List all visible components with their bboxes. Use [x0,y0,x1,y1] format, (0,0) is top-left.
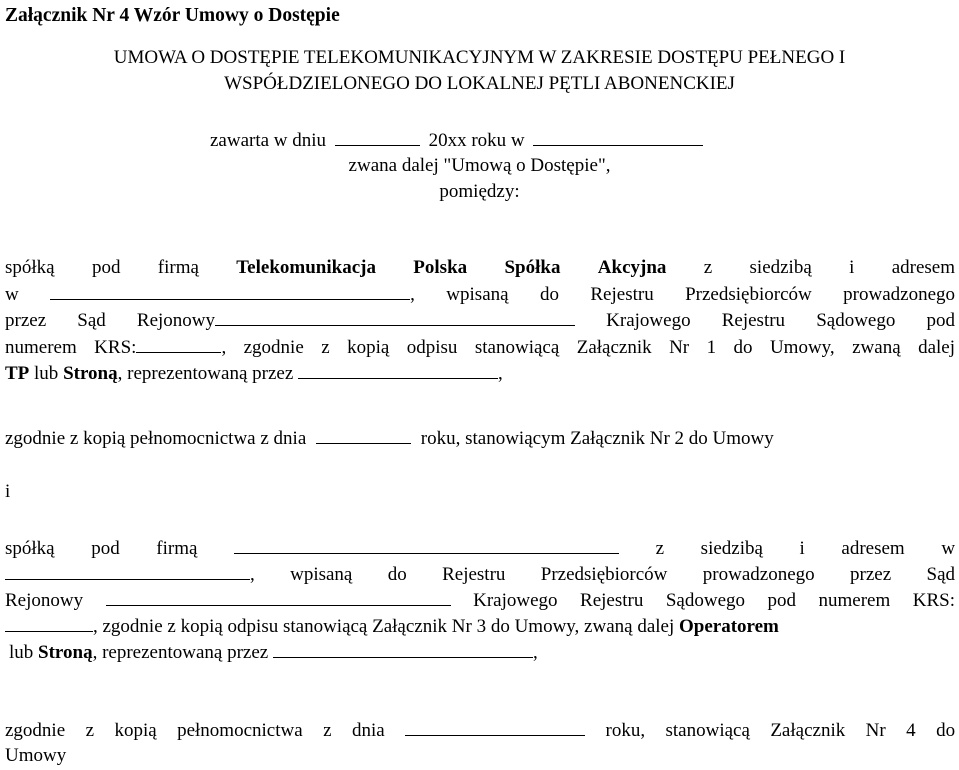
word: z [85,720,95,741]
poa1-lead: zgodnie z kopią pełnomocnictwa z dnia [5,428,307,449]
intro-pomiedzy: pomiędzy: [439,181,520,202]
party2-line-4 [5,614,779,639]
word: do [539,284,559,305]
address-group [5,564,352,585]
word: roku, [605,720,646,741]
word: z [321,337,330,358]
word: Rejonowy [136,310,216,331]
contract-title-line-2: WSPÓŁDZIELONEGO DO LOKALNEJ PĘTLI ABONENCKIEJ [224,73,735,94]
word: pod [767,590,797,611]
word: siedzibą [700,538,763,559]
word: Rejestru [580,590,644,611]
poa1-date-blank[interactable] [316,426,411,444]
word: numerem [818,590,891,611]
word: kopią [347,337,390,358]
company-name-word: Spółka [504,257,561,278]
word: Rejestru [721,310,786,331]
representative-blank[interactable] [273,640,533,658]
address-blank[interactable] [5,562,250,580]
word: z [323,720,332,741]
intro-line-1 [210,128,703,153]
word: Rejestru [442,564,506,585]
word: pod [91,257,121,278]
word: Załącznik [576,337,652,358]
party1-line-1 [5,256,955,280]
court-blank[interactable] [106,588,451,606]
word: odpisu [406,337,458,358]
party2-line-5 [9,640,538,665]
word: do [387,564,407,585]
poa2-line-2: Umowy [5,745,67,766]
word: lub [9,642,34,663]
date-blank[interactable] [335,128,420,146]
strona-term: Stroną [63,363,118,384]
tp-abbrev: TP [5,363,30,384]
word: Załącznik [770,720,846,741]
word: dalej [918,337,956,358]
word: , zgodnie [221,337,304,358]
comma: , [532,642,538,663]
intro-zwana: zwana dalej "Umową o Dostępie", [348,155,611,176]
word: stanowiącą [665,720,750,741]
word: dnia [351,720,385,741]
word: pod [91,538,120,559]
company-name-blank[interactable] [234,536,619,554]
poa1-line [5,426,774,451]
word: adresem [891,257,956,278]
word: firmą [157,257,199,278]
word: firmą [156,538,198,559]
word: Sąd [77,310,106,331]
word: z [655,538,665,559]
party2-line-2 [5,562,955,587]
court-blank[interactable] [215,308,575,326]
word: Umowy, [769,337,835,358]
company-name-word: Akcyjna [597,257,667,278]
party2-line-3 [5,588,955,613]
word: siedzibą [749,257,812,278]
operator-term: Operatorem [679,616,779,637]
poa2-date-blank[interactable] [405,718,585,736]
word: pod [926,310,955,331]
word: spółką [5,538,55,559]
represented-text: , reprezentowaną przez [92,642,269,663]
word: lub [34,363,59,384]
word: Przedsiębiorców [540,564,668,585]
word: spółką [5,257,55,278]
word: Przedsiębiorców [685,284,812,305]
connector-i: i [5,481,11,502]
word: stanowiącą [474,337,560,358]
party2-line-1 [5,536,955,561]
word: Nr [669,337,690,358]
place-blank[interactable] [533,128,703,146]
krs-group [5,337,304,358]
intro-zawarta-text: zawarta w dniu [210,130,327,151]
word: w [5,284,19,305]
word: Rejestru [590,284,654,305]
word: , wpisaną [410,284,509,305]
word: zwaną [852,337,901,358]
word: 1 [706,337,717,358]
company-name-word: Telekomunikacja [236,257,376,278]
word: Krajowego [473,590,558,611]
word: Krajowego [606,310,691,331]
word: adresem [841,538,905,559]
word: zgodnie [5,720,66,741]
address-group [50,284,508,305]
party1-line-2 [5,282,955,307]
word: i [849,257,855,278]
word: 4 [906,720,916,741]
company-name-word: Polska [413,257,468,278]
party1-line-5 [5,361,503,386]
krs-blank[interactable] [5,614,93,632]
word: Rejonowy [5,590,84,611]
word: Sądowego [816,310,896,331]
word: KRS: [912,590,956,611]
represented-text: , reprezentowaną przez [117,363,294,384]
word: w [941,538,956,559]
word: Sąd [926,564,955,585]
word: i [799,538,805,559]
page-header: Załącznik Nr 4 Wzór Umowy o Dostępie [5,5,340,26]
poa1-tail: roku, stanowiącym Załącznik Nr 2 do Umowy [420,428,774,449]
word: przez [5,310,47,331]
krs-label: numerem KRS: [5,337,137,358]
representative-blank[interactable] [298,361,498,379]
party2-line4-text: , zgodnie z kopią odpisu stanowiącą Załącznik Nr 3 do Umowy, zwaną dalej [93,616,675,637]
word: z [703,257,713,278]
party1-line-4 [5,335,955,360]
address-blank[interactable] [50,282,410,300]
word: przez [850,564,892,585]
strona-term: Stroną [38,642,93,663]
poa2-line-1 [5,718,955,743]
word: Sądowego [665,590,746,611]
word: pełnomocnictwa [177,720,303,741]
krs-blank[interactable] [136,335,221,353]
contract-title-line-1: UMOWA O DOSTĘPIE TELEKOMUNIKACYJNYM W ZAKRESIE DOSTĘPU PEŁNEGO I [113,47,846,68]
party1-line-3 [5,308,955,333]
court-group [137,310,575,331]
comma: , [498,363,503,384]
word: do [733,337,753,358]
word: Nr [865,720,886,741]
word: do [936,720,956,741]
intro-roku-text: 20xx roku w [428,130,525,151]
word: prowadzonego [843,284,956,305]
word: , wpisaną [250,564,353,585]
word: prowadzonego [702,564,815,585]
word: kopią [114,720,157,741]
